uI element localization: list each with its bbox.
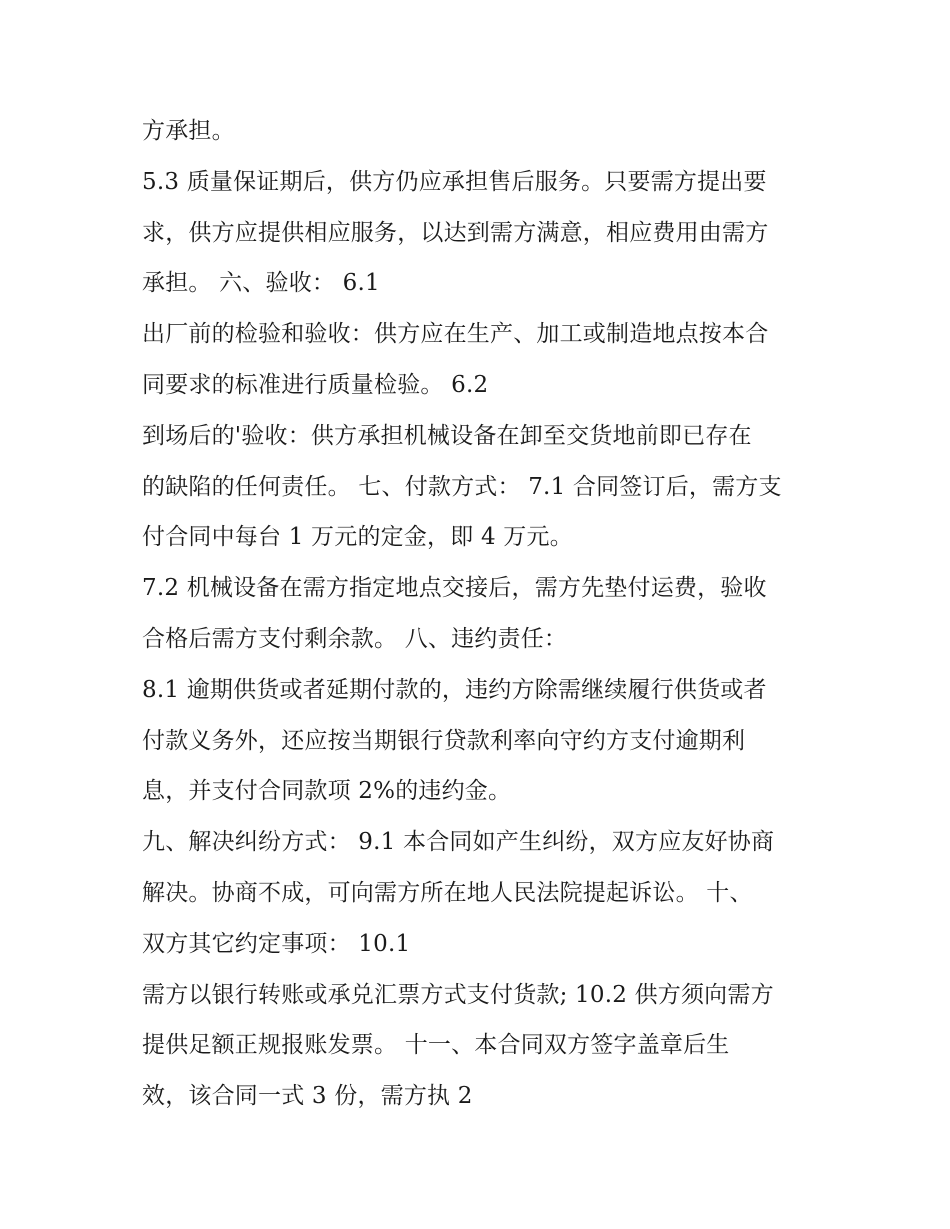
text-line: 的缺陷的任何责任。 七、付款方式： 7.1 合同签订后，需方支 <box>142 473 782 500</box>
text-line: 出厂前的检验和验收：供方应在生产、加工或制造地点按本合 <box>142 321 769 348</box>
text-line: 付款义务外，还应按当期银行贷款利率向守约方支付逾期利 <box>142 727 746 754</box>
text-line: 5.3 质量保证期后，供方仍应承担售后服务。只要需方提出要 <box>142 168 767 195</box>
text-line: 双方其它约定事项： 10.1 <box>142 930 411 957</box>
text-line: 九、解决纠纷方式： 9.1 本合同如产生纠纷，双方应友好协商 <box>142 829 775 856</box>
text-line: 到场后的'验收：供方承担机械设备在卸至交货地前即已存在 <box>142 422 752 449</box>
text-line: 解决。协商不成，可向需方所在地人民法院提起诉讼。 十、 <box>142 879 753 906</box>
text-line: 8.1 逾期供货或者延期付款的，违约方除需继续履行供货或者 <box>142 676 767 703</box>
text-line: 效，该合同一式 3 份，需方执 2 <box>142 1083 473 1110</box>
text-line: 合格后需方支付剩余款。 八、违约责任： <box>142 625 568 652</box>
text-line: 承担。 六、验收： 6.1 <box>142 270 380 297</box>
text-line: 需方以银行转账或承兑汇票方式支付货款; 10.2 供方须向需方 <box>142 981 774 1008</box>
text-line: 提供足额正规报账发票。 十一、本合同双方签字盖章后生 <box>142 1032 730 1059</box>
text-line: 求，供方应提供相应服务，以达到需方满意，相应费用由需方 <box>142 219 769 246</box>
text-line: 7.2 机械设备在需方指定地点交接后，需方先垫付运费，验收 <box>142 575 767 602</box>
contract-text-block <box>142 106 832 1122</box>
text-line: 方承担。 <box>142 118 235 144</box>
text-line: 同要求的标准进行质量检验。 6.2 <box>142 371 489 398</box>
text-line: 付合同中每台 1 万元的定金，即 4 万元。 <box>142 524 573 551</box>
text-line: 息，并支付合同款项 2%的违约金。 <box>142 778 512 805</box>
